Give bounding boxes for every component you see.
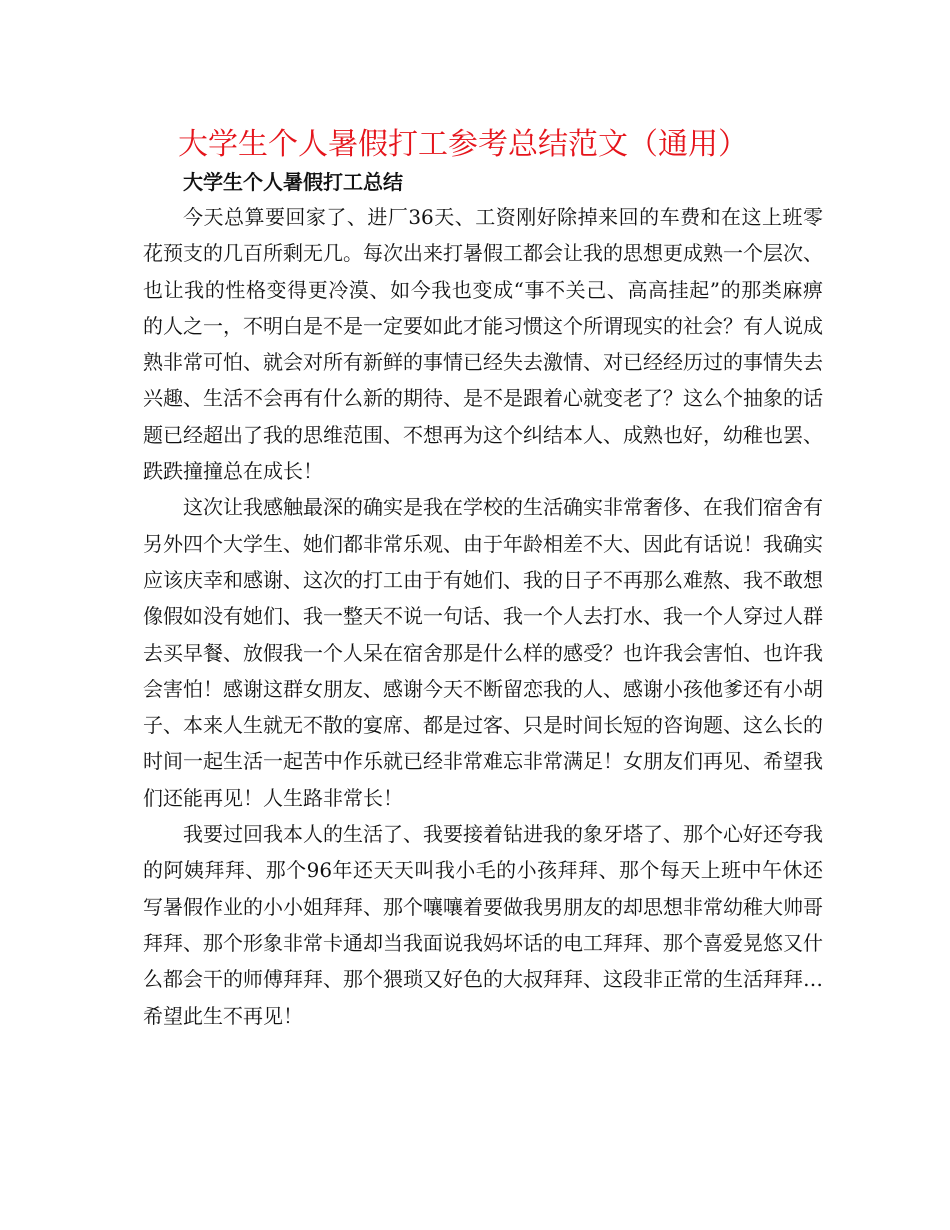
document-title: 大学生个人暑假打工参考总结范文（通用） (178, 127, 748, 162)
document-body (143, 199, 823, 1034)
paragraph: 今天总算要回家了、进厂36天、工资刚好除掉来回的车费和在这上班零花预支的几百所剩无几。每次出来打暑假工都会让我的思想更成熟一个层次、也让我的性格变得更冷漠、如今我也变成“事不关己、高高挂起”的那类麻痹的人之一，不明白是不是一定要如此才能习惯这个所谓现实的社会？有人说成熟非常可怕、就会对所有新鲜的事情已经失去激情、对已经经历过的事情失去兴趣、生活不会再有什么新的期待、是不是跟着心就变老了？这么个抽象的话题已经超出了我的思维范围、不想再为这个纠结本人、成熟也好，幼稚也罢、跌跌撞撞总在成长！ (143, 205, 823, 484)
document-subtitle: 大学生个人暑假打工总结 (183, 170, 403, 194)
paragraph: 我要过回我本人的生活了、我要接着钻进我的象牙塔了、那个心好还夸我的阿姨拜拜、那个96年还天天叫我小毛的小孩拜拜、那个每天上班中午休还写暑假作业的小小姐拜拜、那个嚷嚷着要做我男朋友的却思想非常幼稚大帅哥拜拜、那个形象非常卡通却当我面说我妈坏话的电工拜拜、那个喜爱晃悠又什么都会干的师傅拜拜、那个猥琐又好色的大叔拜拜、这段非正常的生活拜拜…希望此生不再见！ (143, 822, 823, 1028)
paragraph: 这次让我感触最深的确实是我在学校的生活确实非常奢侈、在我们宿舍有另外四个大学生、她们都非常乐观、由于年龄相差不大、因此有话说！我确实应该庆幸和感谢、这次的打工由于有她们、我的日子不再那么难熬、我不敢想像假如没有她们、我一整天不说一句话、我一个人去打水、我一个人穿过人群去买早餐、放假我一个人呆在宿舍那是什么样的感受？也许我会害怕、也许我会害怕！感谢这群女朋友、感谢今天不断留恋我的人、感谢小孩他爹还有小胡子、本来人生就无不散的宴席、都是过客、只是时间长短的咨询题、这么长的时间一起生活一起苦中作乐就已经非常难忘非常满足！女朋友们再见、希望我们还能再见！人生路非常长！ (143, 495, 823, 810)
